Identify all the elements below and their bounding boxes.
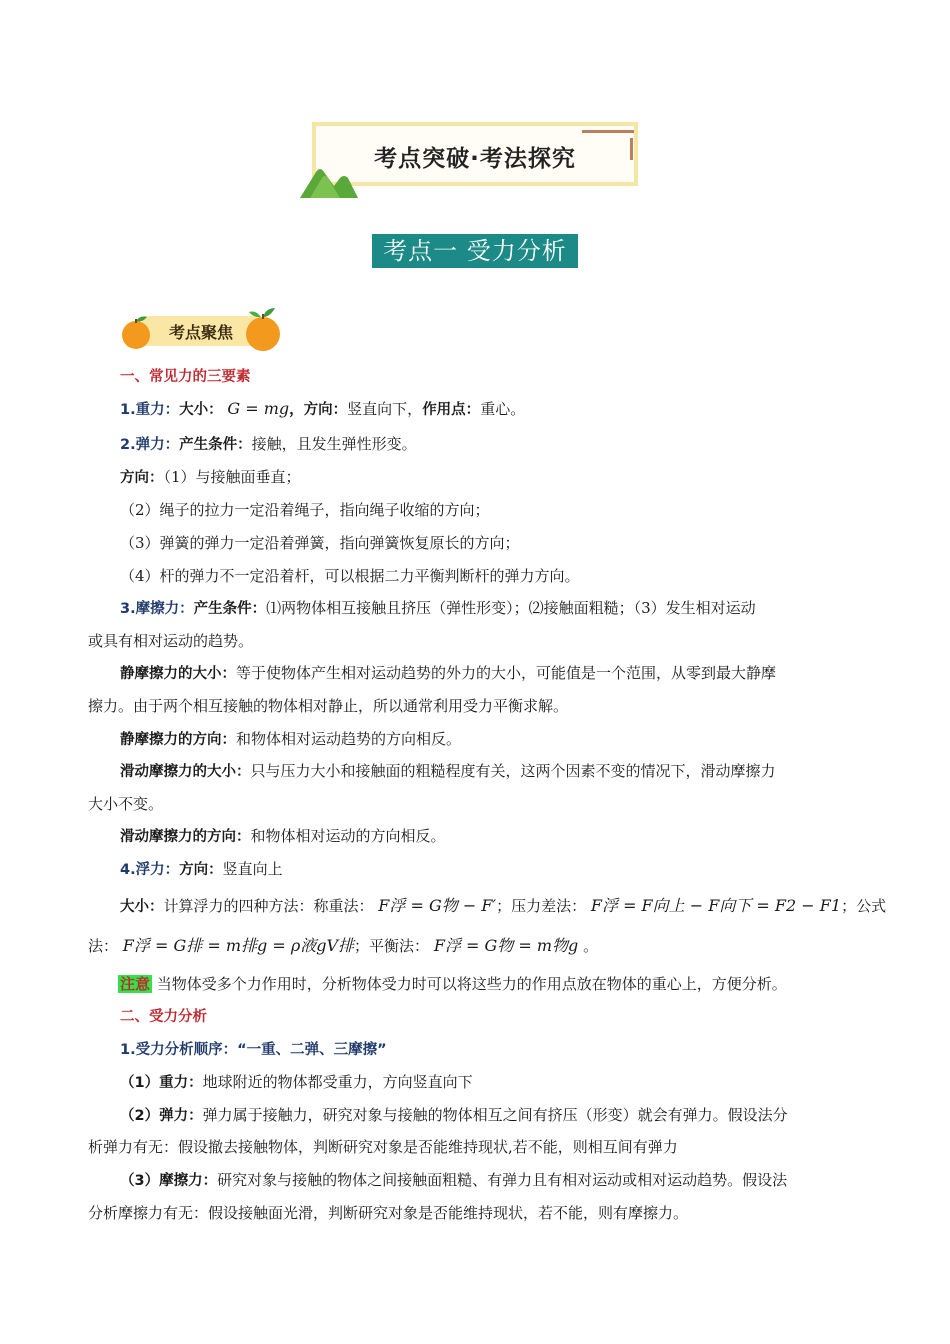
elastic-dir-line bbox=[120, 467, 301, 488]
p2-friction-line1: 研究对象与接触的物体之间接触面粗糙、有弹力且有相对运动或相对运动趋势。假设法 bbox=[217, 1171, 788, 1189]
order-heading: 1.受力分析顺序：“一重、二弹、三摩擦” bbox=[120, 1042, 387, 1058]
gravity-size-label: 大小： bbox=[179, 402, 223, 418]
elastic-name: 弹力： bbox=[135, 437, 180, 453]
buoyancy-size-intro: 计算浮力的四种方法：称重法： bbox=[163, 897, 374, 915]
sliding-size-line bbox=[120, 761, 776, 782]
p2-gravity-text: 地球附近的物体都受重力，方向竖直向下 bbox=[202, 1073, 473, 1091]
pressure-label: ；压力差法： bbox=[496, 897, 587, 915]
buoyancy-size-line bbox=[120, 896, 886, 917]
banner bbox=[300, 118, 650, 198]
buoyancy-name: 浮力： bbox=[135, 862, 180, 878]
static-size-line1: 等于使物体产生相对运动趋势的外力的大小，可能值是一个范围，从零到最大静摩 bbox=[236, 664, 777, 682]
gravity-num: 1. bbox=[120, 402, 136, 418]
badge-label: 考点聚焦 bbox=[168, 323, 233, 342]
friction-cond-line2: 或具有相对运动的趋势。 bbox=[88, 632, 254, 650]
buoyancy-size-label: 大小： bbox=[120, 899, 164, 915]
elastic-dir-2: （2）绳子的拉力一定沿着绳子，指向绳子收缩的方向； bbox=[120, 501, 490, 519]
balance-formula: F浮 = G物 = m物g bbox=[433, 936, 579, 955]
friction-line bbox=[120, 598, 756, 619]
pressure-formula: F浮 = F向上 − F向下 = F2 − F1 bbox=[590, 896, 842, 915]
balance-label: ；平衡法： bbox=[354, 937, 430, 955]
static-size-line bbox=[120, 663, 776, 684]
friction-num: 3. bbox=[120, 601, 136, 617]
gravity-dir-text: 竖直向下， bbox=[347, 400, 423, 418]
p2-elastic-line bbox=[120, 1105, 788, 1126]
sliding-dir-line bbox=[120, 826, 446, 847]
buoyancy-dir-label: 方向： bbox=[179, 862, 223, 878]
p2-gravity-line bbox=[120, 1072, 473, 1093]
buoyancy-dir-text: 竖直向上 bbox=[222, 860, 283, 878]
p2-elastic-label: （2）弹力： bbox=[120, 1108, 203, 1124]
weigh-formula: F浮 = G物 − F′ bbox=[378, 896, 497, 915]
p2-elastic-line2: 析弹力有无：假设撤去接触物体，判断研究对象是否能维持现状,若不能，则相互间有弹力 bbox=[88, 1138, 678, 1156]
banner-title: 考点突破·考法探究 bbox=[374, 146, 576, 172]
gravity-name: 重力： bbox=[135, 402, 180, 418]
static-size-label: 静摩擦力的大小： bbox=[120, 666, 236, 682]
static-dir-label: 静摩擦力的方向： bbox=[120, 732, 236, 748]
focus-badge bbox=[120, 302, 282, 356]
sliding-size-line2: 大小不变。 bbox=[88, 795, 164, 813]
buoyancy-formula-line bbox=[88, 936, 598, 956]
elastic-cond-label: 产生条件： bbox=[179, 437, 252, 453]
static-size-line2: 擦力。由于两个相互接触的物体相对静止，所以通常利用受力平衡求解。 bbox=[88, 697, 569, 715]
static-dir-text: 和物体相对运动趋势的方向相反。 bbox=[236, 730, 462, 748]
friction-name: 摩擦力： bbox=[135, 601, 194, 617]
section-title: 考点一 受力分析 bbox=[372, 234, 578, 268]
p2-friction-line2: 分析摩擦力有无：假设接触面光滑，判断研究对象是否能维持现状，若不能，则有摩擦力。 bbox=[88, 1204, 689, 1222]
gravity-formula: G = mg bbox=[227, 399, 290, 418]
p2-friction-line bbox=[120, 1170, 787, 1191]
banner-accent-line bbox=[582, 130, 634, 133]
gravity-dir-label: ，方向： bbox=[289, 402, 348, 418]
static-dir-line bbox=[120, 729, 461, 750]
elastic-dir-1: （1）与接触面垂直； bbox=[163, 468, 301, 486]
elastic-dir-label: 方向： bbox=[120, 470, 164, 486]
gravity-point-text: 重心。 bbox=[480, 400, 526, 418]
p2-elastic-line1: 弹力属于接触力，研究对象与接触的物体相互之间有挤压（形变）就会有弹力。假设法分 bbox=[202, 1106, 788, 1124]
sliding-size-line1: 只与压力大小和接触面的粗糙程度有关，这两个因素不变的情况下，滑动摩擦力 bbox=[250, 762, 776, 780]
formula-label: 法： bbox=[88, 937, 119, 955]
elastic-num: 2. bbox=[120, 437, 136, 453]
sliding-dir-text: 和物体相对运动的方向相反。 bbox=[250, 827, 446, 845]
formula-end: 。 bbox=[583, 937, 599, 955]
p2-gravity-label: （1）重力： bbox=[120, 1075, 203, 1091]
buoyancy-line bbox=[120, 859, 283, 880]
buoyancy-num: 4. bbox=[120, 862, 136, 878]
elastic-dir-3: （3）弹簧的弹力一定沿着弹簧，指向弹簧恢复原长的方向； bbox=[120, 534, 520, 552]
note-line bbox=[118, 974, 787, 994]
friction-cond-label: 产生条件： bbox=[193, 601, 267, 617]
heading-part2: 二、受力分析 bbox=[120, 1009, 207, 1025]
formula-tail: ；公式 bbox=[841, 897, 887, 915]
sliding-dir-label: 滑动摩擦力的方向： bbox=[120, 829, 251, 845]
elastic-dir-4: （4）杆的弹力不一定沿着杆，可以根据二力平衡判断杆的弹力方向。 bbox=[120, 567, 580, 585]
elastic-cond-text: 接触，且发生弹性形变。 bbox=[251, 435, 417, 453]
sliding-size-label: 滑动摩擦力的大小： bbox=[120, 764, 251, 780]
gravity-point-label: 作用点： bbox=[422, 402, 481, 418]
p2-friction-label: （3）摩擦力： bbox=[120, 1173, 218, 1189]
elastic-line bbox=[120, 434, 417, 455]
heading-part1: 一、常见力的三要素 bbox=[120, 369, 251, 385]
note-text: 当物体受多个力作用时，分析物体受力时可以将这些力的作用点放在物体的重心上，方便分析。 bbox=[156, 975, 787, 993]
gravity-line bbox=[120, 399, 525, 420]
archimedes-formula: F浮 = G排 = m排g = ρ液gV排 bbox=[122, 936, 355, 955]
friction-cond-line1: ⑴两物体相互接触且挤压（弹性形变）；⑵接触面粗糙；（3）发生相对运动 bbox=[266, 599, 756, 617]
note-tag: 注意 bbox=[120, 975, 151, 993]
